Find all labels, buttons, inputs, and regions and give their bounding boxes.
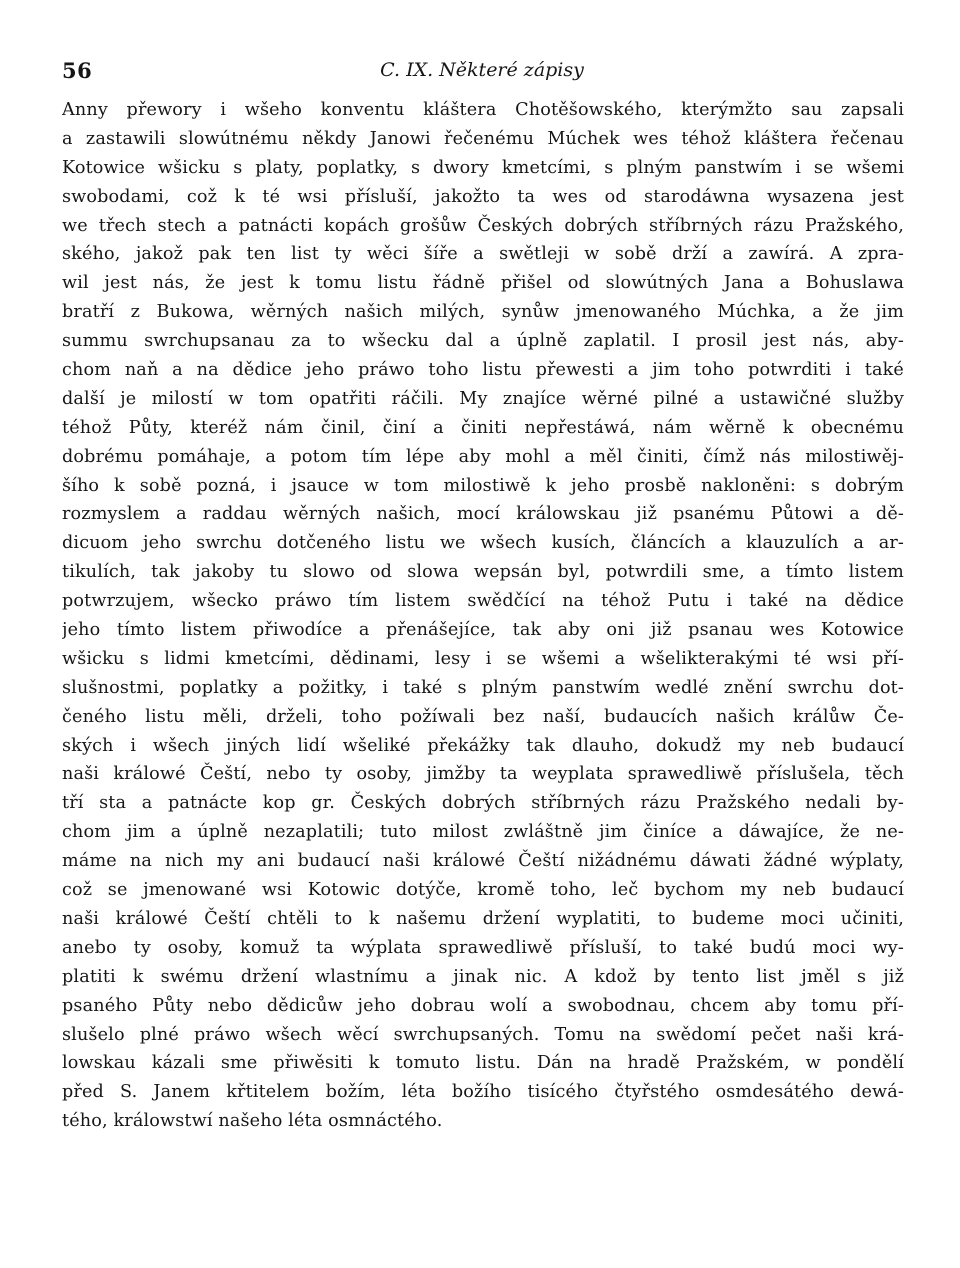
text-line: chom jim a úplně nezaplatili; tuto milost zwláštně jim činíce a dáwajíce, že ne- — [62, 822, 904, 843]
text-line: platiti k swému držení wlastnímu a jinak nic. A kdož by tento list jměl s již — [62, 966, 904, 987]
text-line: tikulích, tak jakoby tu slowo od slowa wepsán byl, potwrdili sme, a tímto listem — [62, 562, 904, 583]
text-line: potwrzujem, wšecko práwo tím listem swědčící na téhož Putu i také na dědice — [62, 591, 904, 612]
text-line: Kotowice wšicku s platy, poplatky, s dwory kmetcími, s plným panstwím i se wšemi — [62, 157, 904, 178]
text-line: další je milostí w tom opatřiti ráčili. My znajíce wěrné pilné a ustawičné služby — [62, 388, 904, 409]
text-line: tří sta a patnácte kop gr. Českých dobrých stříbrných rázu Pražského nedali by- — [62, 793, 904, 814]
text-line: naši králowé Čeští chtěli to k našemu držení wyplatiti, to budeme moci učiniti, — [62, 908, 904, 929]
page-number: 56 — [62, 58, 93, 83]
text-line: lowskau kázali sme přiwěsiti k tomuto listu. Dán na hradě Pražském, w pondělí — [62, 1053, 904, 1074]
text-line: jeho tímto listem přiwodíce a přenášejíce, tak aby oni již psanau wes Kotowice — [62, 620, 904, 641]
text-line: slušelo plné práwo wšech wěcí swrchupsaných. Tomu na swědomí pečet naši krá- — [62, 1024, 904, 1045]
text-line: rozmyslem a raddau wěrných našich, mocí králowskau již psanému Půtowi a dě- — [62, 504, 904, 525]
text-line: což se jmenowané wsi Kotowic dotýče, kromě toho, leč bychom my neb budaucí — [62, 880, 904, 901]
text-line: psaného Půty nebo dědicůw jeho dobrau wolí a swobodnau, chcem aby tomu pří- — [62, 995, 904, 1016]
text-line: a zastawili slowútnému někdy Janowi řečenému Múchek wes téhož kláštera řečenau — [62, 128, 904, 149]
text-line: téhož Půty, kteréž nám činil, činí a činiti nepřestáwá, nám wěrně k obecnému — [62, 417, 904, 438]
text-line: summu swrchupsanau za to wšecku dal a úplně zaplatil. I prosil jest nás, aby- — [62, 331, 904, 352]
text-line: naši králowé Čeští, nebo ty osoby, jimžby ta weyplata sprawedliwě příslušela, těch — [62, 764, 904, 785]
text-line: ských i wšech jiných lidí wšeliké překážky tak dlauho, dokudž my neb budaucí — [62, 735, 904, 756]
text-line: šího k sobě pozná, i jsauce w tom milostiwě k jeho prosbě nakloněni: s dobrým — [62, 475, 904, 496]
text-line: swobodami, což k té wsi přísluší, jakožto ta wes od starodáwna wysazena jest — [62, 186, 904, 207]
text-line: čeného listu měli, drželi, toho požíwali bez naší, budaucích našich králůw Če- — [62, 706, 904, 727]
text-line: wil jest nás, že jest k tomu listu řádně přišel od slowútných Jana a Bohuslawa — [62, 273, 904, 294]
page-header — [62, 56, 902, 90]
text-line: před S. Janem křtitelem božím, léta božího tisícého čtyřstého osmdesátého dewá- — [62, 1082, 904, 1103]
text-line: slušnostmi, poplatky a požitky, i také s plným panstwím wedlé znění swrchu dot- — [62, 677, 904, 698]
text-line: chom naň a na dědice jeho práwo toho listu přewesti a jim toho potwrditi i také — [62, 360, 904, 381]
text-line: máme na nich my ani budaucí naši králowé Čeští nižádnému dáwati žádné wýplaty, — [62, 851, 904, 872]
text-line: tého, králowstwí našeho léta osmnáctého. — [62, 1111, 443, 1132]
running-head: C. IX. Některé zápisy — [380, 59, 584, 81]
text-line: anebo ty osoby, komuž ta wýplata sprawedliwě přísluší, to také budú moci wy- — [62, 937, 904, 958]
text-line: wšicku s lidmi kmetcími, dědinami, lesy i se wšemi a wšelikterakými té wsi pří- — [62, 648, 904, 669]
text-line: ského, jakož pak ten list ty wěci šíře a swětleji w sobě drží a zawírá. A zpra- — [62, 244, 904, 265]
text-line: dobrému pomáhaje, a potom tím lépe aby mohl a měl činiti, čímž nás milostiwěj- — [62, 446, 904, 467]
text-line: Anny přewory i wšeho konventu kláštera Chotěšowského, kterýmžto sau zapsali — [62, 100, 904, 120]
text-line: dicuom jeho swrchu dotčeného listu we wšech kusích, článcích a klauzulích a ar- — [62, 533, 904, 554]
text-line: bratří z Bukowa, wěrných našich milých, synůw jmenowaného Múchka, a že jim — [62, 302, 904, 323]
body-text — [62, 96, 904, 1136]
text-line: we třech stech a patnácti kopách grošůw Českých dobrých stříbrných rázu Pražského, — [62, 215, 904, 236]
